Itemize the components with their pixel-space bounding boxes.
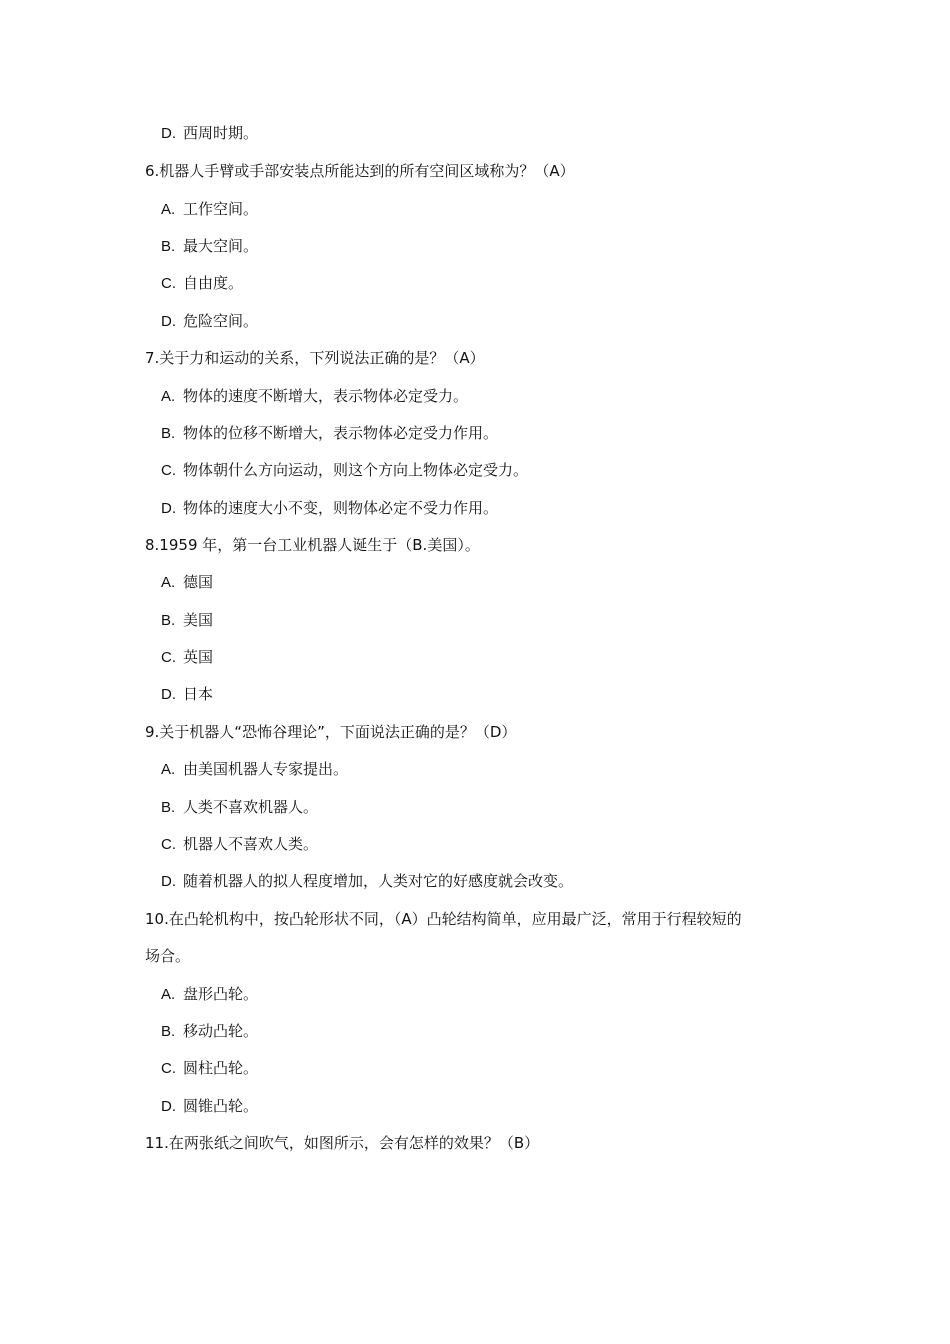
option-line (161, 199, 258, 220)
option-text: 物体朝什么方向运动，则这个方向上物体必定受力。 (183, 461, 529, 479)
option-letter: C. (161, 1060, 176, 1077)
option-text: 物体的位移不断增大，表示物体必定受力作用。 (183, 424, 499, 442)
question-line: 8.1959 年，第一台工业机器人诞生于（B.美国）。 (145, 536, 480, 554)
option-letter: D. (161, 686, 176, 703)
option-line (161, 498, 498, 519)
option-letter: C. (161, 275, 176, 292)
option-text: 自由度。 (183, 274, 244, 292)
option-text: 危险空间。 (183, 312, 259, 330)
option-letter: D. (161, 125, 176, 142)
option-text: 圆柱凸轮。 (183, 1059, 259, 1077)
option-letter: C. (161, 836, 176, 853)
option-text: 英国 (183, 648, 214, 666)
option-text: 盘形凸轮。 (183, 985, 259, 1003)
option-line (161, 273, 243, 294)
option-line (161, 684, 213, 705)
option-line (161, 797, 318, 818)
option-letter: A. (161, 574, 176, 591)
option-line (161, 984, 258, 1005)
option-line (161, 871, 573, 892)
option-text: 由美国机器人专家提出。 (183, 760, 349, 778)
option-line (161, 759, 348, 780)
option-text: 人类不喜欢机器人。 (183, 798, 319, 816)
option-line (161, 236, 258, 257)
option-line (161, 1096, 258, 1117)
option-letter: C. (161, 462, 176, 479)
option-text: 物体的速度不断增大，表示物体必定受力。 (183, 387, 469, 405)
question-line: 6.机器人手臂或手部安装点所能达到的所有空间区域称为？（A） (145, 162, 575, 180)
option-text: 最大空间。 (183, 237, 259, 255)
option-line (161, 610, 213, 631)
option-letter: B. (161, 425, 176, 442)
option-letter: B. (161, 612, 176, 629)
option-line (161, 647, 213, 668)
question-line: 7.关于力和运动的关系，下列说法正确的是？（A） (145, 349, 485, 367)
option-text: 圆锥凸轮。 (183, 1097, 259, 1115)
option-line (161, 386, 468, 407)
option-letter: D. (161, 313, 176, 330)
option-line (161, 834, 318, 855)
option-line (161, 123, 258, 144)
option-text: 工作空间。 (183, 200, 259, 218)
option-letter: D. (161, 873, 176, 890)
option-letter: A. (161, 388, 176, 405)
option-text: 移动凸轮。 (183, 1022, 259, 1040)
option-letter: A. (161, 201, 176, 218)
option-letter: B. (161, 1023, 176, 1040)
option-letter: D. (161, 500, 176, 517)
option-line (161, 423, 498, 444)
option-text: 日本 (183, 685, 214, 703)
option-line (161, 1058, 258, 1079)
option-text: 物体的速度大小不变，则物体必定不受力作用。 (183, 499, 499, 517)
option-letter: D. (161, 1098, 176, 1115)
question-line: 场合。 (145, 947, 191, 965)
option-text: 随着机器人的拟人程度增加，人类对它的好感度就会改变。 (183, 872, 574, 890)
option-letter: B. (161, 799, 176, 816)
option-letter: A. (161, 986, 176, 1003)
question-line: 9.关于机器人“恐怖谷理论”，下面说法正确的是？（D） (145, 723, 517, 741)
question-line: 10.在凸轮机构中，按凸轮形状不同，（A）凸轮结构简单，应用最广泛，常用于行程较短的 (145, 910, 742, 928)
question-line: 11.在两张纸之间吹气，如图所示，会有怎样的效果？（B） (145, 1134, 540, 1152)
option-text: 德国 (183, 573, 214, 591)
option-letter: A. (161, 761, 176, 778)
option-line (161, 572, 213, 593)
option-line (161, 311, 258, 332)
option-line (161, 1021, 258, 1042)
option-text: 西周时期。 (183, 124, 259, 142)
option-text: 美国 (183, 611, 214, 629)
option-letter: B. (161, 238, 176, 255)
option-line (161, 460, 528, 481)
option-text: 机器人不喜欢人类。 (183, 835, 319, 853)
option-letter: C. (161, 649, 176, 666)
